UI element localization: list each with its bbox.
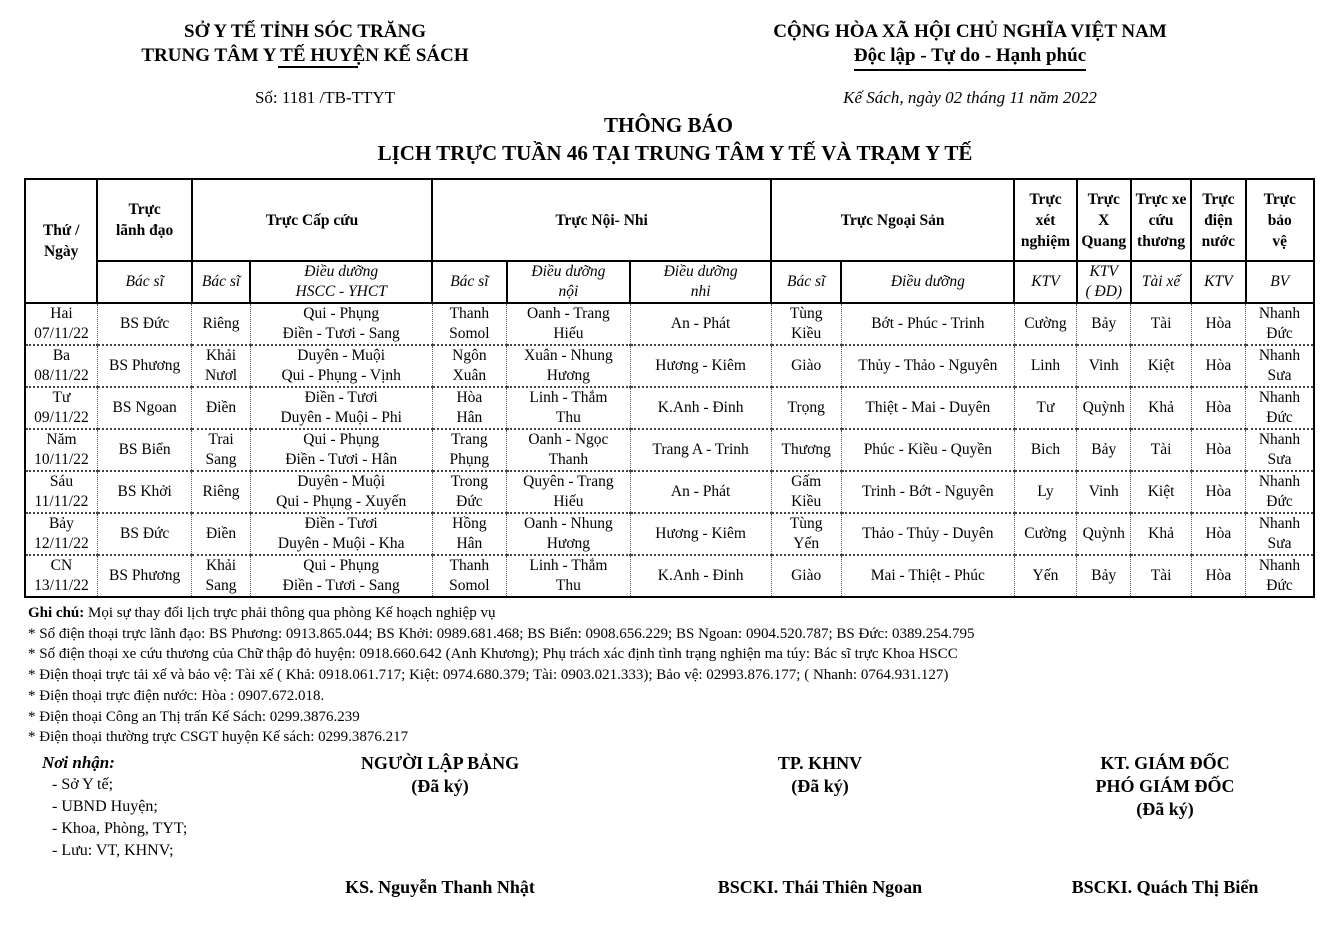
cell-er-doctor: Khải Nươl [192,345,250,387]
cell-security: Nhanh Đức [1246,303,1315,345]
cell-np-doctor: Hồng Hân [432,513,506,555]
cell-ss-nurse: Thủy - Thảo - Nguyên [841,345,1014,387]
cell-er-doctor: Trai Sang [192,429,250,471]
cell-er-nurse: Duyên - Muội Qui - Phụng - Xuyến [250,471,432,513]
sub-header-ss-doctor: Bác sĩ [771,261,841,303]
cell-security: Nhanh Đức [1246,471,1315,513]
sub-header-utilities: KTV [1191,261,1245,303]
duty-schedule-table [24,178,1315,598]
cell-er-doctor: Điền [192,513,250,555]
signature-block-khnv [690,752,950,798]
cell-np-nurse-pediatric: Hương - Kiêm [630,345,771,387]
signature-block-preparer [310,752,570,798]
cell-utilities: Hòa [1191,513,1245,555]
cell-utilities: Hòa [1191,387,1245,429]
cell-leader: BS Đức [97,303,192,345]
cell-ambulance: Khả [1131,387,1191,429]
cell-np-nurse-pediatric: An - Phát [630,471,771,513]
cell-lab: Ly [1014,471,1076,513]
cell-xray: Bảy [1077,303,1131,345]
signature-status: (Đã ký) [411,776,469,796]
cell-ss-nurse: Thảo - Thủy - Duyên [841,513,1014,555]
cell-np-nurse-pediatric: K.Anh - Đinh [630,555,771,597]
header-day: Thứ / Ngày [25,179,97,303]
notes-heading: Ghi chú: Mọi sự thay đổi lịch trực phải thông qua phòng Kế hoạch nghiệp vụ [28,605,496,621]
note-line: * Điện thoại thường trực CSGT huyện Kế sách: 0299.3876.217 [28,729,409,746]
sub-header-er-doctor: Bác sĩ [192,261,250,303]
sub-header-np-nurse-pediatric: Điều dưỡng nhi [630,261,771,303]
signature-role: TP. KHNV [777,753,863,773]
document-number: Số: 1181 /TB-TTYT [254,88,396,107]
table-row [25,555,1314,597]
cell-ambulance: Khả [1131,513,1191,555]
cell-er-nurse: Qui - Phụng Điền - Tươi - Sang [250,303,432,345]
cell-ss-nurse: Bớt - Phúc - Trinh [841,303,1014,345]
page-title: THÔNG BÁO [604,113,733,137]
cell-ss-doctor: Thương [771,429,841,471]
cell-np-nurse-internal: Quyên - Trang Hiếu [507,471,631,513]
table-row [25,345,1314,387]
sub-header-security: BV [1246,261,1315,303]
recipient-item: - Lưu: VT, KHNV; [52,842,174,859]
cell-security: Nhanh Sưa [1246,429,1315,471]
table-row [25,303,1314,345]
cell-er-nurse: Qui - Phụng Điền - Tươi - Sang [250,555,432,597]
table-row [25,429,1314,471]
cell-xray: Bảy [1077,555,1131,597]
cell-leader: BS Phương [97,555,192,597]
cell-er-doctor: Riêng [192,471,250,513]
sub-header-ss-nurse: Điều dưỡng [841,261,1014,303]
cell-utilities: Hòa [1191,555,1245,597]
cell-ambulance: Tài [1131,429,1191,471]
cell-lab: Yến [1014,555,1076,597]
cell-day: Ba 08/11/22 [25,345,97,387]
sub-header-leader-doctor: Bác sĩ [97,261,192,303]
notes-section [28,603,975,748]
signer-name: BSCKI. Quách Thị Biển [1071,877,1259,897]
cell-er-doctor: Khải Sang [192,555,250,597]
cell-ss-doctor: Tùng Yến [771,513,841,555]
schedule-body [25,303,1314,597]
cell-lab: Linh [1014,345,1076,387]
cell-utilities: Hòa [1191,429,1245,471]
cell-xray: Quỳnh [1077,387,1131,429]
header-lab: Trực xét nghiệm [1014,179,1076,261]
cell-np-doctor: Trong Đức [432,471,506,513]
nation-line-1: CỘNG HÒA XÃ HỘI CHỦ NGHĨA VIỆT NAM [773,21,1167,42]
cell-np-doctor: Thanh Somol [432,303,506,345]
note-line: * Số điện thoại xe cứu thương của Chữ thập đỏ huyện: 0918.660.642 (Anh Khương); Phụ trách xác định tình trạng nghiện ma túy: Bác sĩ trực Khoa HSCC [28,646,958,663]
cell-xray: Bảy [1077,429,1131,471]
header-surgery-obstetric: Trực Ngoại Sản [771,179,1014,261]
sub-header-row [25,261,1314,303]
cell-np-doctor: Thanh Somol [432,555,506,597]
cell-np-nurse-internal: Oanh - Trang Hiếu [507,303,631,345]
sub-header-np-doctor: Bác sĩ [432,261,506,303]
cell-lab: Cường [1014,303,1076,345]
sub-header-lab: KTV [1014,261,1076,303]
cell-utilities: Hòa [1191,471,1245,513]
cell-ambulance: Kiệt [1131,471,1191,513]
cell-np-nurse-pediatric: Trang A - Trinh [630,429,771,471]
cell-ss-doctor: Giào [771,345,841,387]
cell-xray: Quỳnh [1077,513,1131,555]
cell-np-doctor: Ngôn Xuân [432,345,506,387]
recipients-title: Nơi nhận: [42,753,115,772]
cell-ss-doctor: Tùng Kiều [771,303,841,345]
signature-status: (Đã ký) [1136,799,1194,819]
nation-line-2: Độc lập - Tự do - Hạnh phúc [854,44,1086,68]
recipients-block [42,752,187,862]
header-internal-pediatric: Trực Nội- Nhi [432,179,771,261]
cell-np-nurse-pediatric: An - Phát [630,303,771,345]
cell-day: CN 13/11/22 [25,555,97,597]
header-security: Trực bảo vệ [1246,179,1315,261]
cell-ambulance: Kiệt [1131,345,1191,387]
cell-day: Sáu 11/11/22 [25,471,97,513]
signer-name: KS. Nguyễn Thanh Nhật [345,877,535,897]
cell-security: Nhanh Sưa [1246,345,1315,387]
cell-er-nurse: Điền - Tươi Duyên - Muội - Kha [250,513,432,555]
sub-header-xray: KTV ( ĐD) [1077,261,1131,303]
motto-underline [854,69,1086,71]
cell-lab: Tư [1014,387,1076,429]
cell-xray: Vinh [1077,471,1131,513]
signature-role: KT. GIÁM ĐỐC [1100,753,1230,773]
cell-er-nurse: Duyên - Muội Qui - Phụng - Vịnh [250,345,432,387]
note-line: * Số điện thoại trực lãnh đạo: BS Phương: 0913.865.044; BS Khởi: 0989.681.468; BS Biển: 0908.656.229; BS Ngoan: 0904.520.787; BS Đức: 0389.254.795 [28,625,975,642]
issuing-organization [130,20,480,68]
date-line: Kế Sách, ngày 02 tháng 11 năm 2022 [843,88,1097,107]
cell-er-doctor: Điền [192,387,250,429]
cell-xray: Vinh [1077,345,1131,387]
signature-block-director [1030,752,1300,821]
table-row [25,387,1314,429]
cell-lab: Bich [1014,429,1076,471]
cell-ss-nurse: Phúc - Kiều - Quyền [841,429,1014,471]
cell-np-nurse-pediatric: K.Anh - Đinh [630,387,771,429]
national-motto [740,20,1200,68]
org-line-2: TRUNG TÂM Y TẾ HUYỆN KẾ SÁCH [141,45,469,66]
cell-security: Nhanh Đức [1246,555,1315,597]
cell-np-nurse-internal: Xuân - Nhung Hương [507,345,631,387]
cell-np-nurse-internal: Oanh - Nhung Hương [507,513,631,555]
cell-lab: Cường [1014,513,1076,555]
header-leader: Trực lãnh đạo [97,179,192,261]
cell-leader: BS Phương [97,345,192,387]
org-underline [278,66,358,68]
cell-security: Nhanh Đức [1246,387,1315,429]
cell-utilities: Hòa [1191,345,1245,387]
cell-leader: BS Đức [97,513,192,555]
org-line-1: SỞ Y TẾ TỈNH SÓC TRĂNG [184,21,426,42]
cell-utilities: Hòa [1191,303,1245,345]
cell-day: Năm 10/11/22 [25,429,97,471]
cell-leader: BS Biển [97,429,192,471]
cell-leader: BS Khởi [97,471,192,513]
cell-np-nurse-internal: Linh - Thắm Thu [507,555,631,597]
recipient-item: - UBND Huyện; [52,798,158,815]
note-line: * Điện thoại trực tải xế và bảo vệ: Tài xế ( Khả: 0918.061.717; Kiệt: 0974.680.379; Tài: 0903.021.333); Bảo vệ: 02993.876.177; ( Nhanh: 0764.931.127) [28,667,949,684]
cell-np-nurse-internal: Oanh - Ngọc Thanh [507,429,631,471]
signer-name: BSCKI. Thái Thiên Ngoan [717,877,923,897]
cell-leader: BS Ngoan [97,387,192,429]
note-line: * Điện thoại trực điện nước: Hòa : 0907.672.018. [28,687,325,704]
cell-ss-nurse: Thiệt - Mai - Duyên [841,387,1014,429]
cell-np-doctor: Trang Phụng [432,429,506,471]
cell-er-nurse: Điền - Tươi Duyên - Muội - Phi [250,387,432,429]
cell-ambulance: Tài [1131,303,1191,345]
cell-np-nurse-pediatric: Hương - Kiêm [630,513,771,555]
cell-security: Nhanh Sưa [1246,513,1315,555]
recipient-item: - Khoa, Phòng, TYT; [52,820,188,837]
table-row [25,471,1314,513]
header-emergency: Trực Cấp cứu [192,179,432,261]
cell-np-doctor: Hòa Hân [432,387,506,429]
header-xray: Trực X Quang [1077,179,1131,261]
cell-er-nurse: Qui - Phụng Điền - Tươi - Hân [250,429,432,471]
cell-ss-doctor: Trọng [771,387,841,429]
cell-day: Hai 07/11/22 [25,303,97,345]
note-line: * Điện thoại Công an Thị trấn Kế Sách: 0299.3876.239 [28,708,360,725]
group-header-row [25,179,1314,261]
signature-role: PHÓ GIÁM ĐỐC [1095,776,1235,796]
cell-ambulance: Tài [1131,555,1191,597]
header-utilities: Trực điện nước [1191,179,1245,261]
cell-ss-doctor: Giào [771,555,841,597]
signature-role: NGƯỜI LẬP BẢNG [360,753,520,773]
sub-header-er-nurse: Điều dưỡng HSCC - YHCT [250,261,432,303]
cell-np-nurse-internal: Linh - Thắm Thu [507,387,631,429]
header-ambulance: Trực xe cứu thương [1131,179,1191,261]
sub-header-ambulance: Tài xế [1131,261,1191,303]
page-subtitle: LỊCH TRỰC TUẦN 46 TẠI TRUNG TÂM Y TẾ VÀ TRẠM Y TẾ [377,141,973,165]
sub-header-np-nurse-internal: Điều dưỡng nội [507,261,631,303]
table-row [25,513,1314,555]
recipient-item: - Sở Y tế; [52,776,114,793]
signature-status: (Đã ký) [791,776,849,796]
cell-day: Bảy 12/11/22 [25,513,97,555]
cell-day: Tư 09/11/22 [25,387,97,429]
cell-ss-doctor: Gấm Kiều [771,471,841,513]
cell-er-doctor: Riêng [192,303,250,345]
cell-ss-nurse: Mai - Thiệt - Phúc [841,555,1014,597]
cell-ss-nurse: Trinh - Bớt - Nguyên [841,471,1014,513]
